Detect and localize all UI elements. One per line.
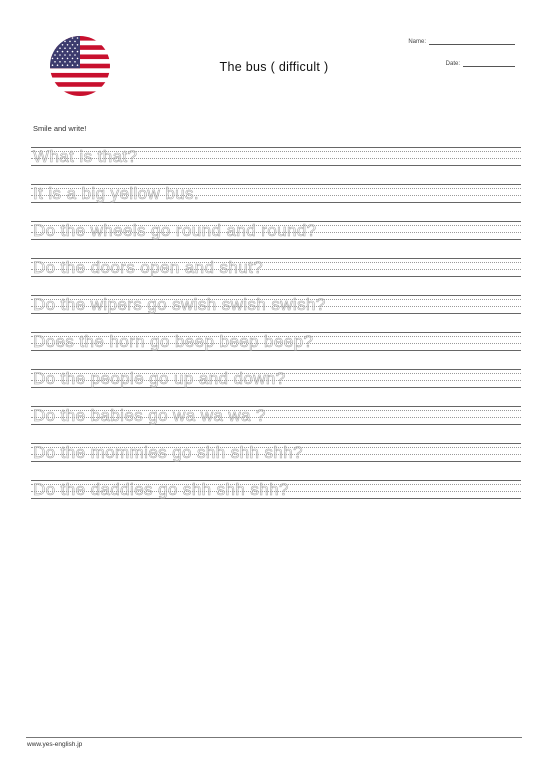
trace-sentence: Do the wheels go round and round?	[33, 221, 317, 240]
tracing-row[interactable]	[31, 406, 521, 426]
page-title: The bus ( difficult )	[219, 60, 329, 74]
date-label: Date:	[445, 61, 460, 67]
trace-sentence: Do the doors open and shut?	[33, 258, 264, 277]
instruction: Smile and write!	[33, 124, 87, 133]
trace-sentence: Do the people go up and down?	[33, 369, 286, 388]
footer-site: www.yes-english.jp	[27, 741, 83, 748]
name-label: Name:	[408, 39, 426, 45]
tracing-row[interactable]	[31, 258, 521, 278]
trace-sentence: It is a big yellow bus.	[33, 184, 200, 203]
trace-sentence: Do the wipers go swish swish swish?	[33, 295, 326, 314]
tracing-row[interactable]	[31, 443, 521, 463]
footer-divider	[26, 737, 522, 738]
trace-sentence: What is that?	[33, 147, 138, 166]
tracing-row[interactable]	[31, 332, 521, 352]
tracing-row[interactable]	[31, 221, 521, 241]
trace-sentence: Do the babies go wa wa wa ?	[33, 406, 266, 425]
trace-sentence: Do the daddies go shh shh shh?	[33, 480, 289, 499]
trace-sentence: Do the mommies go shh shh shh?	[33, 443, 303, 462]
trace-sentence: Does the horn go beep beep beep?	[33, 332, 314, 351]
tracing-row[interactable]	[31, 369, 521, 389]
tracing-row[interactable]	[31, 480, 521, 500]
tracing-row[interactable]	[31, 295, 521, 315]
tracing-row[interactable]	[31, 147, 521, 167]
tracing-row[interactable]	[31, 184, 521, 204]
